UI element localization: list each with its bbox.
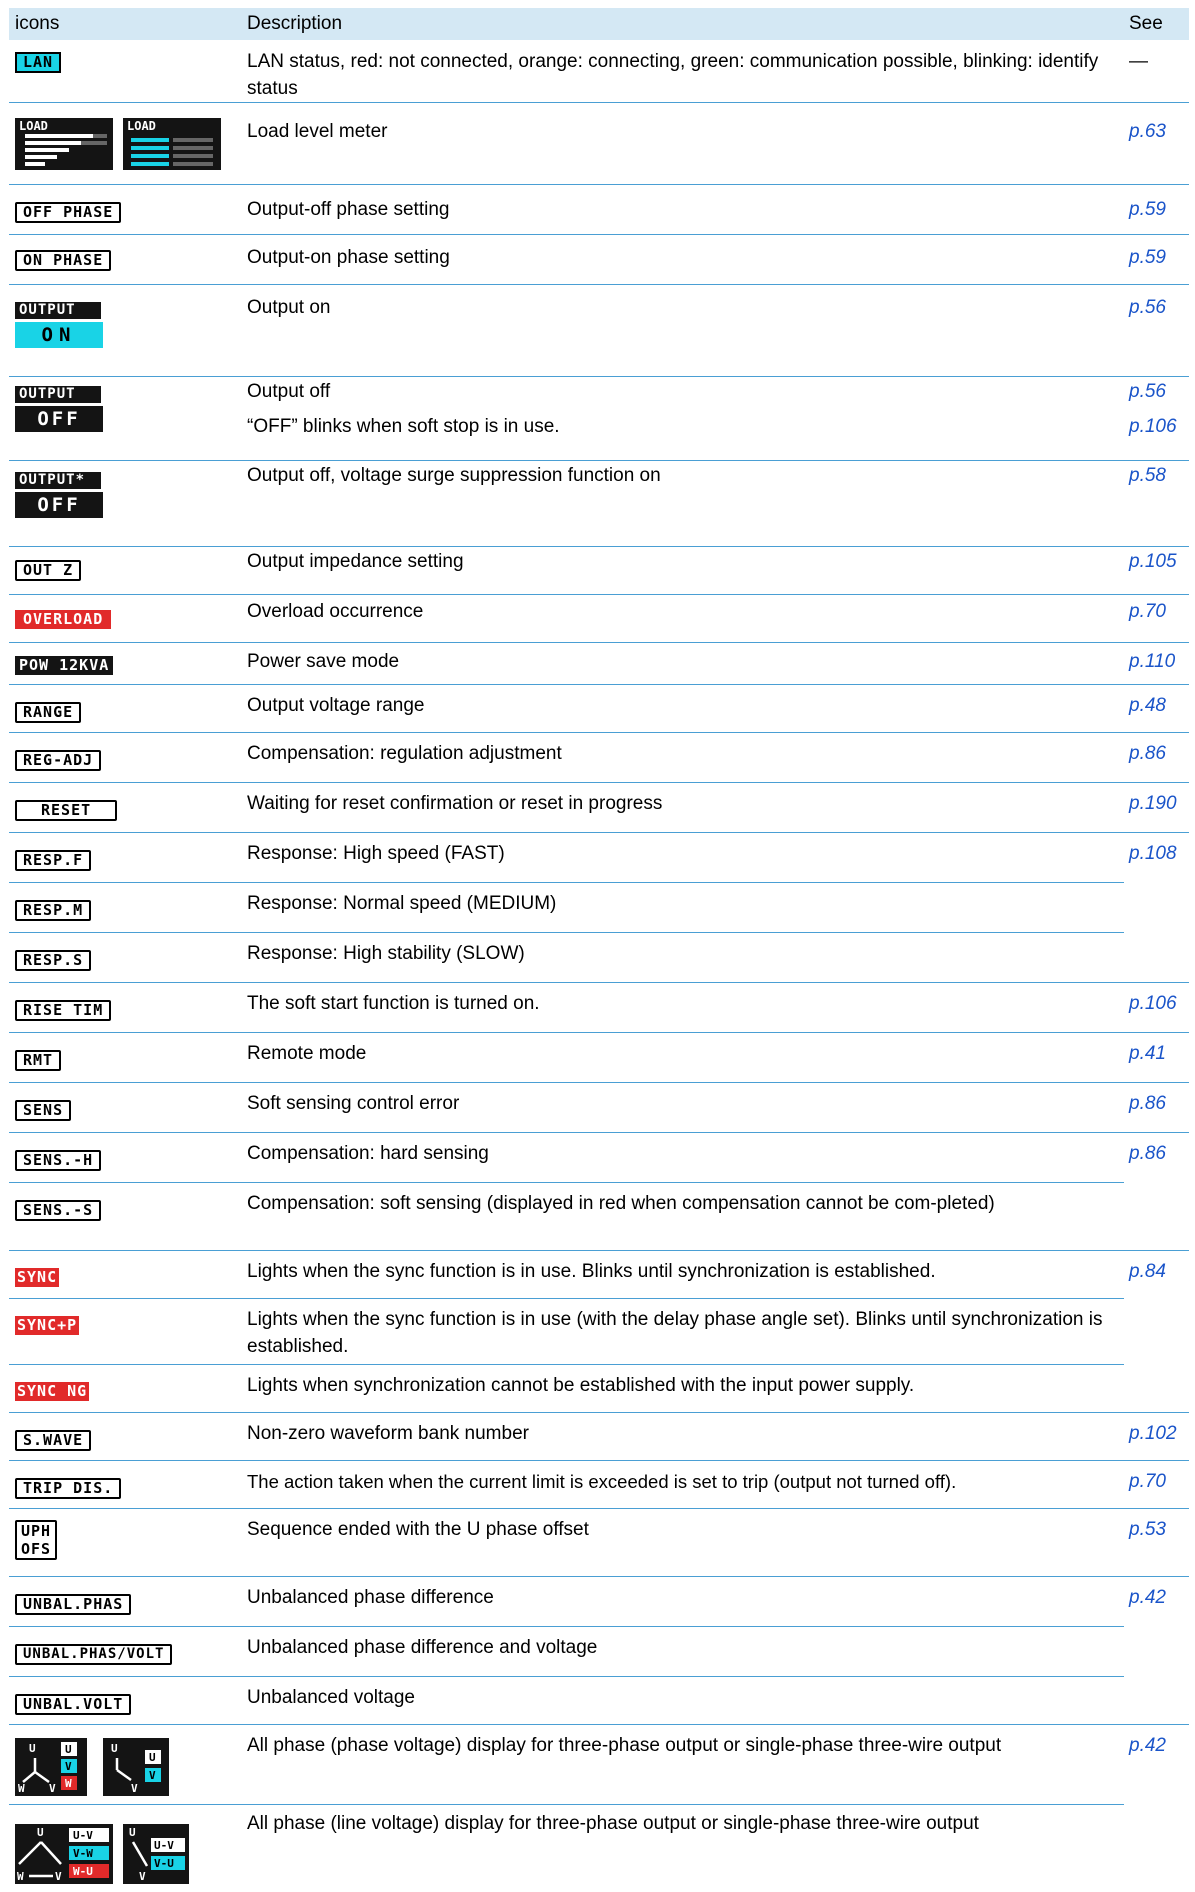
svg-text:V: V — [49, 1782, 56, 1795]
svg-text:W: W — [18, 1782, 25, 1795]
row-see — [1129, 548, 1189, 575]
trip-disabled-icon: TRIP DIS. — [15, 1478, 121, 1499]
lan-icon: LAN — [15, 52, 61, 73]
load-meter-icon — [15, 118, 225, 175]
header-icons: icons — [15, 13, 60, 34]
page-link[interactable]: p.53 — [1129, 1519, 1166, 1540]
out-z-icon: OUT Z — [15, 560, 81, 581]
off-phase-icon: OFF PHASE — [15, 202, 121, 223]
row-see — [1129, 1420, 1189, 1447]
row-description: Output off, voltage surge suppression function on — [247, 465, 661, 486]
row-description: Output impedance setting — [247, 551, 464, 572]
row-see — [1129, 1584, 1189, 1611]
table-header — [9, 8, 1189, 40]
phase-voltage-icon — [15, 1738, 175, 1801]
sync-ng-icon: SYNC NG — [17, 1382, 88, 1400]
divider — [9, 1676, 1124, 1677]
svg-text:W: W — [17, 1870, 24, 1883]
resp-fast-icon: RESP.F — [15, 850, 91, 871]
row-see — [1129, 1468, 1189, 1495]
row-description: All phase (phase voltage) display for three-phase output or single-phase three-wire output — [247, 1735, 1002, 1756]
row-description: Remote mode — [247, 1043, 367, 1064]
divider — [9, 732, 1189, 733]
page-link[interactable]: p.56 — [1129, 297, 1166, 318]
divider — [9, 882, 1124, 883]
row-description: The soft start function is turned on. — [247, 993, 540, 1014]
row-description: LAN status, red: not connected, orange: connecting, green: communication possible, blinking: identify status — [247, 51, 1099, 99]
divider — [9, 1724, 1189, 1725]
divider — [9, 684, 1189, 685]
divider — [9, 982, 1189, 983]
divider — [9, 1508, 1189, 1509]
svg-text:V-U: V-U — [154, 1857, 174, 1870]
page-link[interactable]: p.84 — [1129, 1261, 1166, 1282]
row-description: Response: High stability (SLOW) — [247, 943, 525, 964]
row-description: Power save mode — [247, 651, 400, 672]
svg-text:U: U — [129, 1826, 136, 1839]
row-description-line: Output off — [247, 381, 331, 402]
output-off-icon: OUTPUT OFF — [15, 386, 103, 432]
output-on-icon: OUTPUT ON — [15, 302, 103, 348]
power-save-icon: POW 12KVA — [15, 656, 113, 675]
divider — [9, 184, 1189, 185]
row-see — [1129, 462, 1189, 489]
sens-icon: SENS — [15, 1100, 71, 1121]
row-description: Load level meter — [247, 121, 388, 142]
divider — [9, 1460, 1189, 1461]
page-link[interactable]: p.110 — [1129, 651, 1176, 672]
load-label: LOAD — [19, 119, 48, 133]
divider — [9, 594, 1189, 595]
svg-text:U: U — [111, 1742, 118, 1755]
row-see — [1129, 378, 1189, 440]
on-phase-icon: ON PHASE — [15, 250, 111, 271]
row-description: The action taken when the current limit is exceeded is set to trip (output not turned off). — [247, 1471, 957, 1492]
page-link[interactable]: p.42 — [1129, 1735, 1166, 1756]
row-see — [1129, 692, 1189, 719]
row-description: Sequence ended with the U phase offset — [247, 1519, 589, 1540]
svg-text:W: W — [65, 1777, 72, 1790]
divider — [9, 1412, 1189, 1413]
sens-hard-icon: SENS.-H — [15, 1150, 101, 1171]
divider — [9, 1132, 1189, 1133]
row-description: Compensation: soft sensing (displayed in red when compensation cannot be com-pleted) — [247, 1193, 995, 1214]
divider — [9, 832, 1189, 833]
svg-text:V: V — [131, 1782, 138, 1795]
row-see — [1129, 840, 1189, 867]
page-link[interactable]: p.70 — [1129, 1471, 1166, 1492]
s-wave-icon: S.WAVE — [15, 1430, 91, 1451]
row-description — [247, 378, 1127, 440]
header-description: Description — [247, 13, 343, 34]
row-see — [1129, 740, 1189, 767]
svg-text:V: V — [65, 1760, 72, 1773]
row-see — [1129, 244, 1189, 271]
divider — [9, 932, 1124, 933]
row-see — [1129, 598, 1189, 625]
page-link[interactable]: p.190 — [1129, 793, 1177, 814]
page-link[interactable]: p.106 — [1129, 416, 1177, 437]
page-link[interactable]: p.86 — [1129, 743, 1166, 764]
remote-icon: RMT — [15, 1050, 61, 1071]
resp-slow-icon: RESP.S — [15, 950, 91, 971]
divider — [9, 1082, 1189, 1083]
svg-text:U: U — [37, 1826, 44, 1839]
page-link[interactable]: p.59 — [1129, 247, 1166, 268]
sync-icon: SYNC — [17, 1268, 58, 1286]
row-description: Overload occurrence — [247, 601, 424, 622]
row-description: Non-zero waveform bank number — [247, 1423, 529, 1444]
divider — [9, 1032, 1189, 1033]
page-link[interactable]: p.42 — [1129, 1587, 1166, 1608]
page-link[interactable]: p.102 — [1129, 1423, 1177, 1444]
header-see: See — [1129, 13, 1163, 34]
svg-text:U-V: U-V — [154, 1839, 174, 1852]
svg-text:U: U — [65, 1743, 72, 1756]
resp-medium-icon: RESP.M — [15, 900, 91, 921]
divider — [9, 376, 1189, 377]
range-icon: RANGE — [15, 702, 81, 723]
page-link[interactable]: p.48 — [1129, 695, 1166, 716]
row-description: Output on — [247, 297, 331, 318]
divider — [9, 1804, 1124, 1805]
sync-phase-icon: SYNC+P — [17, 1316, 78, 1334]
row-see — [1129, 990, 1189, 1017]
page-link[interactable]: p.105 — [1129, 551, 1177, 572]
row-see — [1129, 196, 1189, 223]
divider — [9, 642, 1189, 643]
page-link[interactable]: p.56 — [1129, 381, 1166, 402]
row-see: — — [1129, 51, 1148, 72]
reg-adj-icon: REG-ADJ — [15, 750, 101, 771]
divider — [9, 1576, 1189, 1577]
row-description-note: “OFF” blinks when soft stop is in use. — [247, 416, 560, 437]
row-see — [1129, 648, 1189, 675]
unbal-volt-icon: UNBAL.VOLT — [15, 1694, 131, 1715]
line-voltage-icon — [15, 1824, 195, 1889]
unbal-phase-volt-icon: UNBAL.PHAS/VOLT — [15, 1644, 172, 1665]
row-see — [1129, 1732, 1189, 1759]
page-link[interactable]: p.86 — [1129, 1143, 1166, 1164]
divider — [9, 1364, 1124, 1365]
divider — [9, 1298, 1124, 1299]
divider — [9, 460, 1189, 461]
svg-text:V-W: V-W — [73, 1847, 93, 1860]
row-description: Unbalanced phase difference and voltage — [247, 1637, 598, 1658]
row-see — [1129, 790, 1189, 817]
row-description: Waiting for reset confirmation or reset in progress — [247, 793, 663, 814]
divider — [9, 1626, 1124, 1627]
page-link[interactable]: p.41 — [1129, 1043, 1166, 1064]
svg-text:U: U — [29, 1742, 36, 1755]
u-phase-offset-icon: UPH OFS — [15, 1520, 57, 1560]
overload-icon: OVERLOAD — [15, 610, 111, 629]
divider — [9, 1182, 1124, 1183]
page-link[interactable]: p.70 — [1129, 601, 1166, 622]
row-description: Lights when the sync function is in use (with the delay phase angle set). Blinks until synchronization is established. — [247, 1309, 1103, 1357]
sens-soft-icon: SENS.-S — [15, 1200, 101, 1221]
row-description: Lights when synchronization cannot be established with the input power supply. — [247, 1375, 915, 1396]
divider — [9, 234, 1189, 235]
page-link[interactable]: p.108 — [1129, 843, 1177, 864]
divider — [9, 102, 1189, 103]
row-see — [1129, 1258, 1189, 1285]
row-description: Output-off phase setting — [247, 199, 450, 220]
divider — [9, 284, 1189, 285]
divider — [9, 546, 1189, 547]
svg-text:U: U — [149, 1751, 156, 1764]
unbal-phase-icon: UNBAL.PHAS — [15, 1594, 131, 1615]
svg-text:V: V — [149, 1769, 156, 1782]
row-description: Soft sensing control error — [247, 1093, 460, 1114]
row-description: Compensation: regulation adjustment — [247, 743, 562, 764]
row-description: Unbalanced phase difference — [247, 1587, 494, 1608]
row-description: Compensation: hard sensing — [247, 1143, 489, 1164]
row-description: Unbalanced voltage — [247, 1687, 415, 1708]
reset-icon: RESET — [15, 800, 117, 821]
page-link[interactable]: p.86 — [1129, 1093, 1166, 1114]
row-see — [1129, 1040, 1189, 1067]
svg-text:W-U: W-U — [73, 1865, 93, 1878]
svg-text:V: V — [55, 1870, 62, 1883]
row-description: Output-on phase setting — [247, 247, 450, 268]
row-see — [1129, 294, 1189, 321]
row-description: All phase (line voltage) display for three-phase output or single-phase three-wire output — [247, 1813, 979, 1834]
svg-text:U-V: U-V — [73, 1829, 93, 1842]
page-link[interactable]: p.63 — [1129, 121, 1166, 142]
row-description: Output voltage range — [247, 695, 425, 716]
svg-text:V: V — [139, 1870, 146, 1883]
row-description: Response: High speed (FAST) — [247, 843, 505, 864]
row-see — [1129, 1090, 1189, 1117]
row-see — [1129, 118, 1189, 145]
row-see — [1129, 1140, 1189, 1167]
row-description: Response: Normal speed (MEDIUM) — [247, 893, 557, 914]
rise-time-icon: RISE TIM — [15, 1000, 111, 1021]
output-surge-off-icon: OUTPUT* OFF — [15, 472, 103, 518]
page-link[interactable]: p.59 — [1129, 199, 1166, 220]
page-link[interactable]: p.58 — [1129, 465, 1166, 486]
row-description: Lights when the sync function is in use. Blinks until synchronization is established. — [247, 1261, 936, 1282]
row-see — [1129, 1516, 1189, 1543]
divider — [9, 1250, 1189, 1251]
load-label: LOAD — [127, 119, 156, 133]
page-link[interactable]: p.106 — [1129, 993, 1177, 1014]
divider — [9, 782, 1189, 783]
